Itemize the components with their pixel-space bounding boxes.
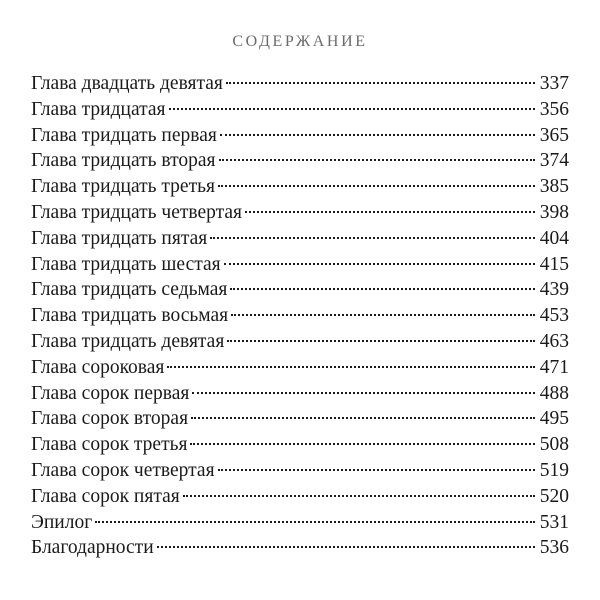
toc-entry-page: 508 — [539, 434, 569, 456]
toc-entry-page: 495 — [539, 408, 569, 430]
toc-entry-page: 536 — [539, 537, 569, 559]
toc-entry-title: Глава тридцать третья — [31, 176, 215, 198]
toc-entry[interactable] — [31, 71, 569, 97]
toc-entry-page: 404 — [539, 227, 569, 249]
toc-entry-page: 374 — [539, 150, 569, 172]
dot-leader — [183, 495, 535, 497]
toc-entry-page: 365 — [539, 124, 569, 146]
table-of-contents — [31, 71, 569, 561]
toc-entry[interactable] — [31, 303, 569, 329]
toc-entry-title: Глава тридцатая — [31, 98, 166, 120]
toc-entry-page: 488 — [539, 382, 569, 404]
dot-leader — [231, 314, 535, 316]
toc-entry-title: Глава тридцать шестая — [31, 253, 221, 275]
dot-leader — [219, 159, 535, 161]
toc-entry[interactable] — [31, 510, 569, 536]
toc-entry-page: 398 — [539, 201, 569, 223]
dot-leader — [191, 417, 535, 419]
dot-leader — [230, 288, 534, 290]
toc-entry-title: Глава сорок четвертая — [31, 459, 215, 481]
toc-entry[interactable] — [31, 355, 569, 381]
toc-entry-title: Глава тридцать пятая — [31, 227, 208, 249]
toc-entry-page: 415 — [539, 253, 569, 275]
toc-entry-title: Глава сорок вторая — [31, 408, 189, 430]
toc-entry-page: 453 — [539, 305, 569, 327]
toc-entry[interactable] — [31, 277, 569, 303]
toc-entry-title: Глава сорок пятая — [31, 485, 180, 507]
toc-entry-page: 531 — [539, 511, 569, 533]
toc-entry-title: Глава тридцать девятая — [31, 330, 225, 352]
toc-entry-title: Глава двадцать девятая — [31, 73, 223, 94]
toc-entry-page: 337 — [539, 73, 569, 94]
toc-entry-page: 356 — [539, 98, 569, 120]
toc-entry[interactable] — [31, 432, 569, 458]
dot-leader — [157, 546, 535, 548]
page-title: СОДЕРЖАНИЕ — [232, 33, 368, 50]
toc-entry-page: 520 — [539, 485, 569, 507]
toc-entry-title: Глава сорок третья — [31, 434, 188, 456]
dot-leader — [227, 340, 534, 342]
dot-leader — [220, 134, 535, 136]
toc-entry[interactable] — [31, 484, 569, 510]
toc-entry[interactable] — [31, 458, 569, 484]
toc-entry-title: Глава тридцать седьмая — [31, 279, 228, 301]
toc-entry[interactable] — [31, 252, 569, 278]
toc-entry[interactable] — [31, 535, 569, 561]
toc-entry-page: 519 — [539, 459, 569, 481]
toc-entry-title: Глава тридцать вторая — [31, 150, 216, 172]
toc-entry-title: Эпилог — [31, 511, 93, 533]
toc-entry-title: Благодарности — [31, 537, 154, 559]
toc-entry[interactable] — [31, 123, 569, 149]
toc-entry-page: 439 — [539, 279, 569, 301]
toc-entry[interactable] — [31, 226, 569, 252]
dot-leader — [190, 443, 534, 445]
toc-entry-title: Глава тридцать четвертая — [31, 201, 243, 223]
toc-entry[interactable] — [31, 381, 569, 407]
toc-entry[interactable] — [31, 329, 569, 355]
dot-leader — [169, 108, 535, 110]
dot-leader — [210, 237, 535, 239]
toc-entry-page: 471 — [539, 356, 569, 378]
dot-leader — [226, 82, 535, 84]
toc-entry[interactable] — [31, 174, 569, 200]
toc-entry[interactable] — [31, 97, 569, 123]
toc-entry-title: Глава тридцать первая — [31, 124, 217, 146]
dot-leader — [218, 185, 535, 187]
dot-leader — [224, 263, 535, 265]
toc-entry-title: Глава сороковая — [31, 356, 165, 378]
dot-leader — [245, 211, 535, 213]
toc-entry-title: Глава тридцать восьмая — [31, 305, 229, 327]
dot-leader — [192, 392, 534, 394]
dot-leader — [167, 366, 534, 368]
toc-entry-title: Глава сорок первая — [31, 382, 190, 404]
dot-leader — [218, 469, 535, 471]
toc-entry-page: 463 — [539, 330, 569, 352]
toc-entry[interactable] — [31, 148, 569, 174]
toc-entry[interactable] — [31, 406, 569, 432]
toc-entry-page: 385 — [539, 176, 569, 198]
dot-leader — [95, 521, 535, 523]
toc-entry[interactable] — [31, 200, 569, 226]
